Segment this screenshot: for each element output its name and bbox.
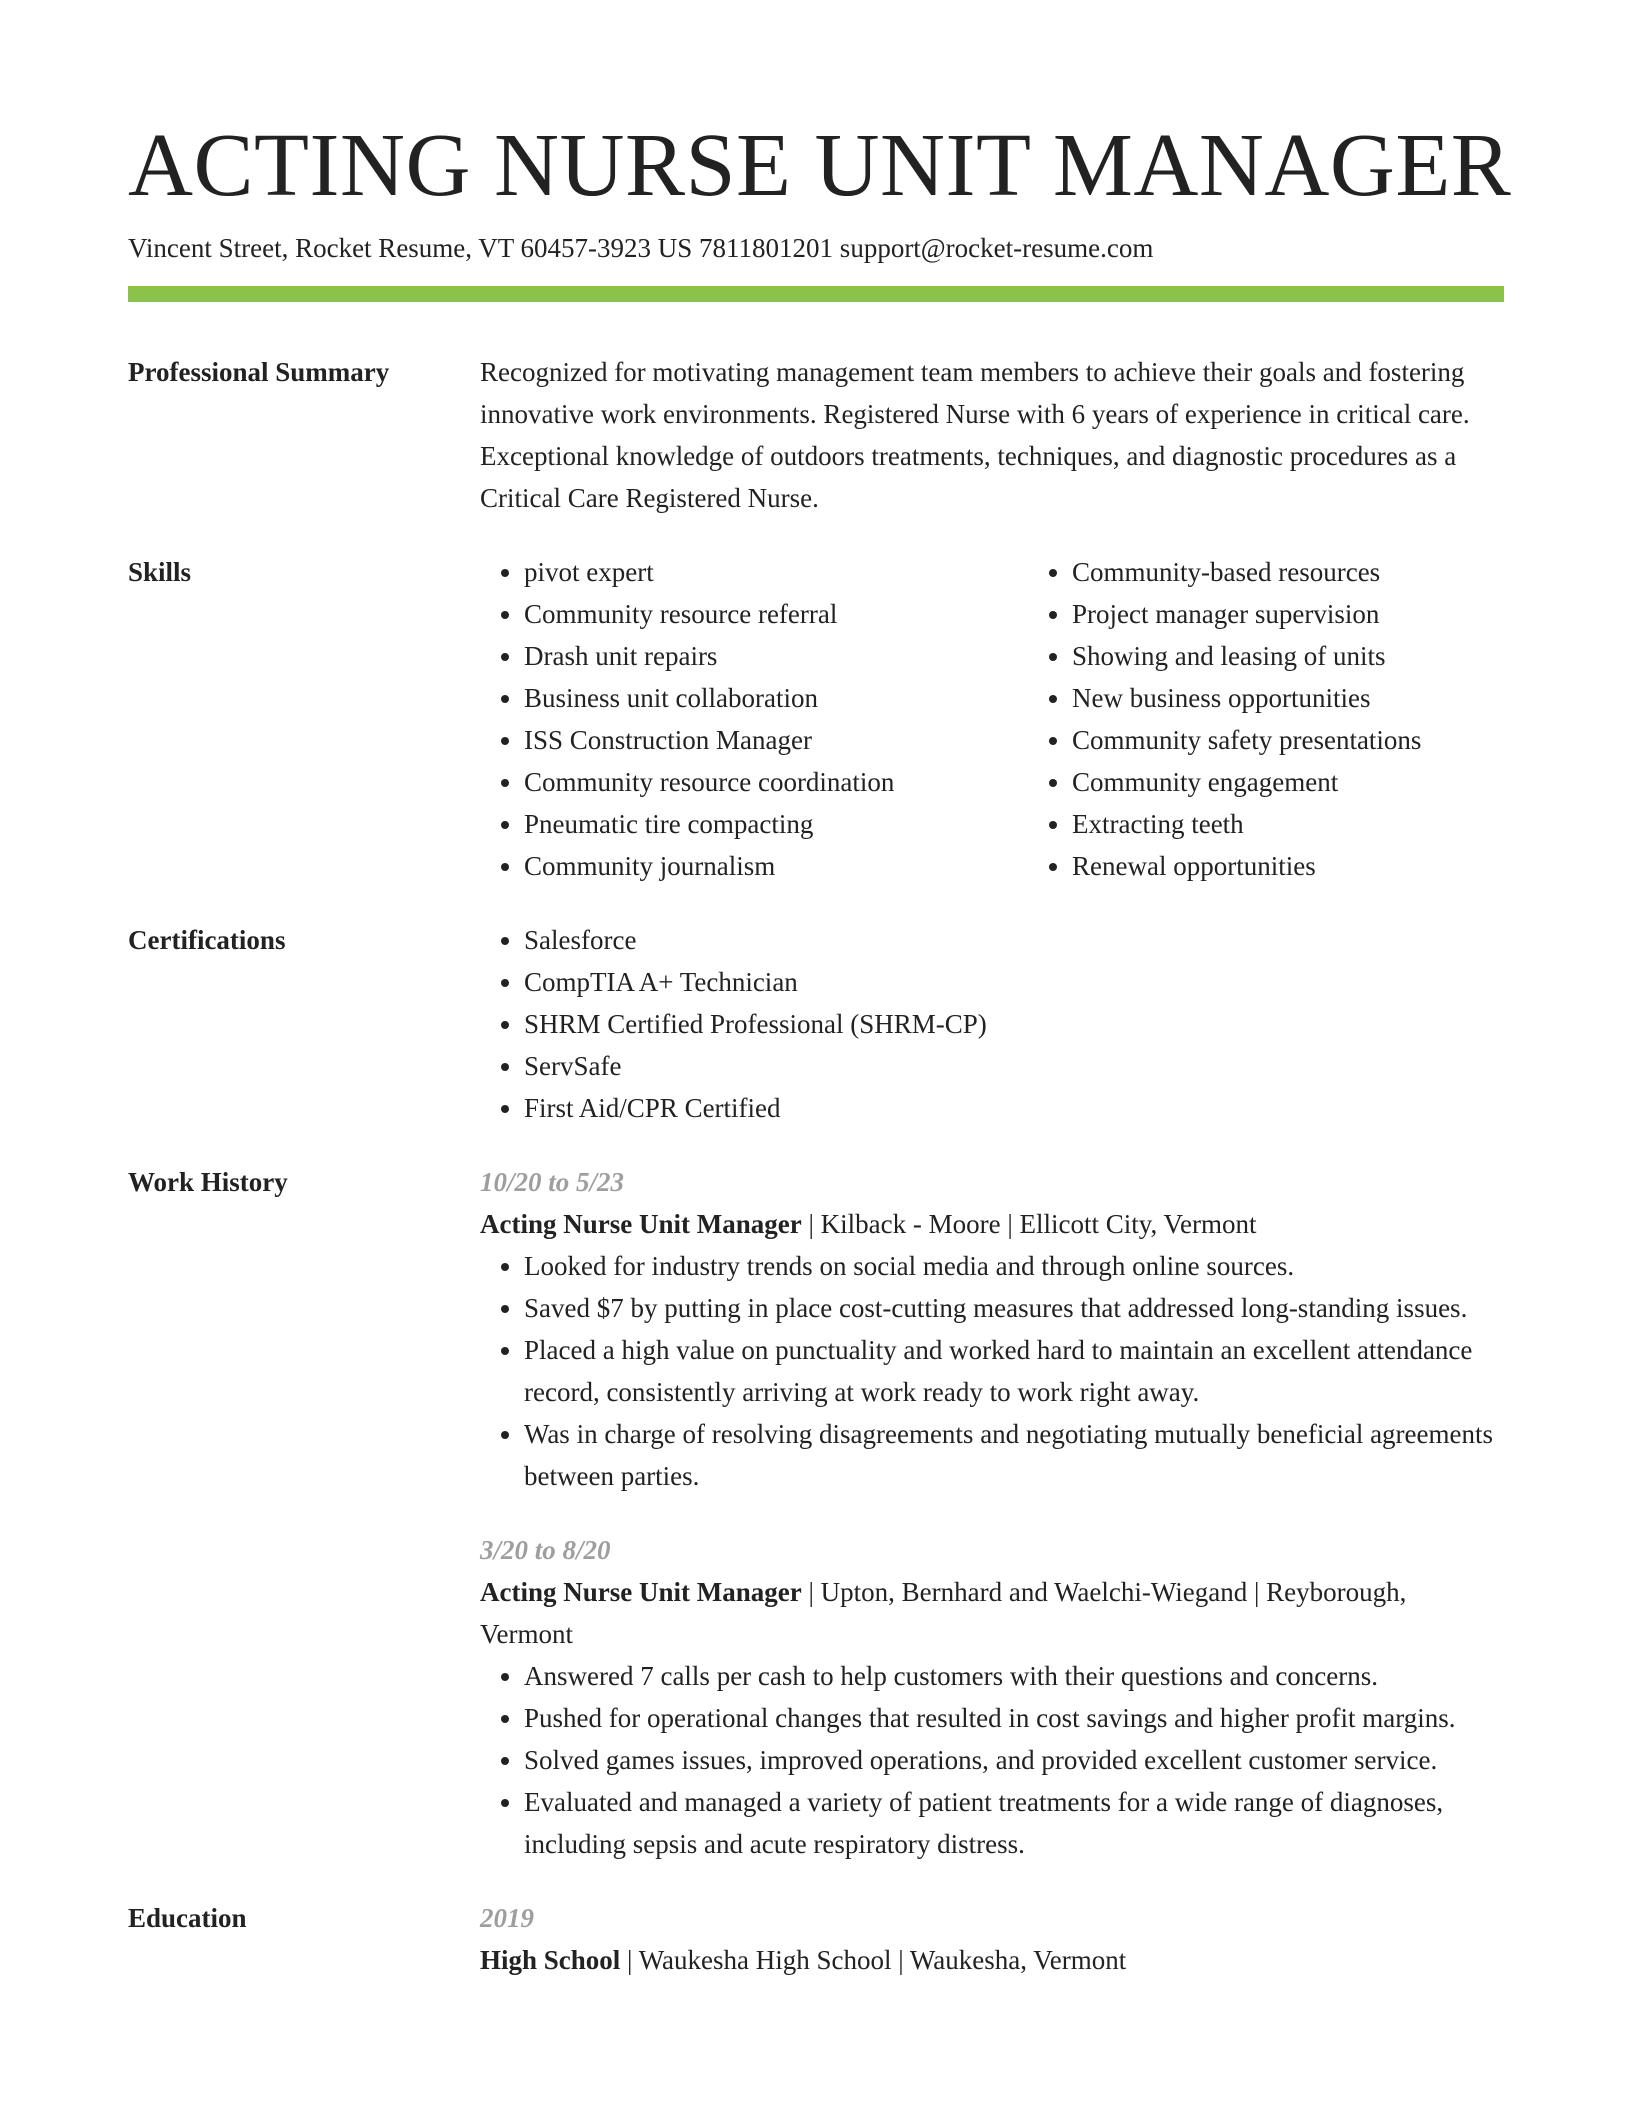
contact-line: Vincent Street, Rocket Resume, VT 60457-3923 US 7811801201 support@rocket-resume.com bbox=[128, 233, 1154, 263]
skill-item: • Community resource coordination bbox=[524, 761, 1028, 803]
certification-item: • SHRM Certified Professional (SHRM-CP) bbox=[524, 1003, 1504, 1045]
certification-item: • ServSafe bbox=[524, 1045, 1504, 1087]
education-degree: High School bbox=[480, 1945, 621, 1975]
job-employer-location: | Upton, Bernhard and Waelchi-Wiegand | Reyborough, Vermont bbox=[480, 1577, 1407, 1649]
job-bullet: • Evaluated and managed a variety of patient treatments for a wide range of diagnoses, including sepsis and acute respiratory distress. bbox=[524, 1781, 1504, 1865]
job-dates: 10/20 to 5/23 bbox=[480, 1167, 625, 1197]
resume-name: ACTING NURSE UNIT MANAGER bbox=[128, 116, 1512, 215]
certifications-section bbox=[128, 919, 1504, 1129]
job-bullet: • Saved $7 by putting in place cost-cutting measures that addressed long-standing issues. bbox=[524, 1287, 1504, 1329]
education-line bbox=[480, 1939, 1504, 1981]
skill-item: • Business unit collaboration bbox=[524, 677, 1028, 719]
skill-item: • Extracting teeth bbox=[1072, 803, 1576, 845]
job-title-line bbox=[480, 1571, 1504, 1655]
skill-item: • Pneumatic tire compacting bbox=[524, 803, 1028, 845]
job-bullet: • Looked for industry trends on social media and through online sources. bbox=[524, 1245, 1504, 1287]
skill-item: • Community journalism bbox=[524, 845, 1028, 887]
job-title-line bbox=[480, 1203, 1504, 1245]
certification-item: • First Aid/CPR Certified bbox=[524, 1087, 1504, 1129]
job-role: Acting Nurse Unit Manager bbox=[480, 1209, 802, 1239]
skill-item: • Drash unit repairs bbox=[524, 635, 1028, 677]
skill-item: • Community safety presentations bbox=[1072, 719, 1576, 761]
job-dates: 3/20 to 8/20 bbox=[480, 1535, 611, 1565]
job-entry bbox=[480, 1529, 1504, 1865]
work-history-section bbox=[128, 1161, 1504, 1865]
work-history-body bbox=[480, 1161, 1504, 1865]
certification-item: • Salesforce bbox=[524, 919, 1504, 961]
skills-column-right bbox=[1028, 551, 1576, 887]
skills-grid bbox=[480, 551, 1576, 887]
summary-text: Recognized for motivating management team members to achieve their goals and fostering innovative work environments. Registered Nurse with 6 years of experience in critical care. Exceptional knowledge of outdoors treatments, techniques, and diagnostic procedures as a Critical Care Registered Nurse. bbox=[480, 357, 1470, 513]
skill-item: • Renewal opportunities bbox=[1072, 845, 1576, 887]
education-year: 2019 bbox=[480, 1903, 534, 1933]
job-bullets bbox=[480, 1655, 1504, 1865]
section-title-education: Education bbox=[128, 1903, 247, 1933]
job-bullet: • Pushed for operational changes that resulted in cost savings and higher profit margins. bbox=[524, 1697, 1504, 1739]
skill-item: • Community resource referral bbox=[524, 593, 1028, 635]
summary-section bbox=[128, 351, 1504, 519]
accent-divider bbox=[128, 286, 1504, 302]
section-title-certifications: Certifications bbox=[128, 925, 286, 955]
job-bullet: • Solved games issues, improved operations, and provided excellent customer service. bbox=[524, 1739, 1504, 1781]
job-bullet: • Placed a high value on punctuality and worked hard to maintain an excellent attendance record, consistently arriving at work ready to work right away. bbox=[524, 1329, 1504, 1413]
skills-section bbox=[128, 551, 1504, 887]
skills-column-left bbox=[480, 551, 1028, 887]
certifications-body bbox=[480, 919, 1504, 1129]
section-title-skills: Skills bbox=[128, 557, 192, 587]
section-title-summary: Professional Summary bbox=[128, 357, 390, 387]
education-section bbox=[128, 1897, 1504, 1981]
skill-item: • Showing and leasing of units bbox=[1072, 635, 1576, 677]
job-role: Acting Nurse Unit Manager bbox=[480, 1577, 802, 1607]
job-entry bbox=[480, 1161, 1504, 1497]
skill-item: • ISS Construction Manager bbox=[524, 719, 1028, 761]
certification-item: • CompTIA A+ Technician bbox=[524, 961, 1504, 1003]
skill-item: • Community-based resources bbox=[1072, 551, 1576, 593]
education-school-location: | Waukesha High School | Waukesha, Vermont bbox=[620, 1945, 1127, 1975]
job-bullet: • Was in charge of resolving disagreements and negotiating mutually beneficial agreements between parties. bbox=[524, 1413, 1504, 1497]
job-bullets bbox=[480, 1245, 1504, 1497]
skill-item: • Community engagement bbox=[1072, 761, 1576, 803]
education-body bbox=[480, 1897, 1504, 1981]
section-title-work-history: Work History bbox=[128, 1167, 288, 1197]
job-employer-location: | Kilback - Moore | Ellicott City, Vermont bbox=[801, 1209, 1257, 1239]
skill-item: • Project manager supervision bbox=[1072, 593, 1576, 635]
skill-item: • pivot expert bbox=[524, 551, 1028, 593]
skill-item: • New business opportunities bbox=[1072, 677, 1576, 719]
certifications-list bbox=[480, 919, 1504, 1129]
job-bullet: • Answered 7 calls per cash to help customers with their questions and concerns. bbox=[524, 1655, 1504, 1697]
